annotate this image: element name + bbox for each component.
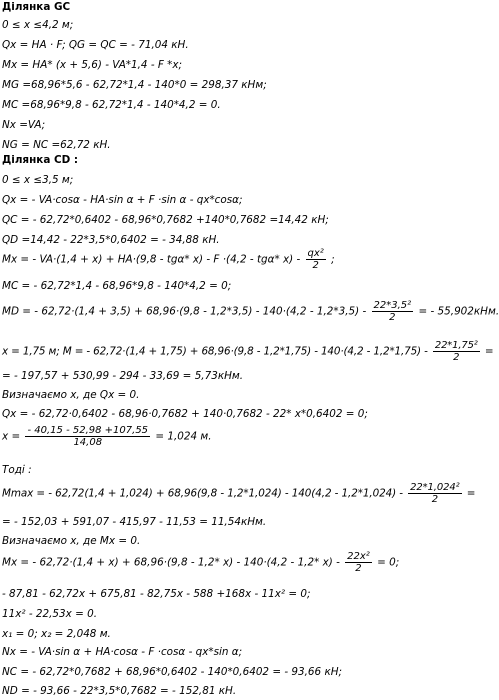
cd-todi: Тоді : [2, 464, 32, 476]
gc-mg: MG =68,96*5,6 - 62,72*1,4 - 140*0 = 298,37 кНм; [2, 79, 267, 91]
gc-ng: NG = NC =62,72 кН. [2, 139, 111, 151]
fraction-numerator: - 40,15 - 52,98 +107,55 [27, 425, 149, 436]
fraction-denominator: 2 [312, 260, 319, 271]
cd-mmax-equation [2, 482, 475, 505]
cd-x175-result: = - 197,57 + 530,99 - 294 - 33,69 = 5,73кНм. [2, 370, 244, 382]
cd-qd: QD =14,42 - 22*3,5*0,6402 = - 34,88 кН. [2, 234, 220, 246]
cd-x-equation [2, 425, 212, 448]
section-gc-heading: Ділянка GC [2, 1, 71, 13]
fraction-denominator: 2 [453, 352, 460, 363]
cd-mc: MC = - 62,72*1,4 - 68,96*9,8 - 140*4,2 = 0; [2, 280, 232, 292]
cd-mx-equation [2, 248, 335, 271]
section-cd-heading: Ділянка CD : [2, 154, 78, 166]
cd-x175-fraction [433, 340, 480, 363]
cd-mx0-right: = 0; [377, 556, 400, 569]
cd-qc: QC = - 62,72*0,6402 - 68,96*0,7682 +140*0,7682 =14,42 кН; [2, 214, 329, 226]
cd-mmax-left: Mmax = - 62,72(1,4 + 1,024) + 68,96(9,8 - 1,2*1,024) - 140(4,2 - 1,2*1,024) - [2, 487, 403, 500]
fraction-denominator: 2 [355, 563, 362, 574]
cd-quadratic: 11x² - 22,53x = 0. [2, 608, 98, 620]
cd-md-equation [2, 300, 499, 323]
cd-determine-q: Визначаємо x, де Qx = 0. [2, 389, 140, 401]
fraction-numerator: 22x² [347, 551, 370, 562]
cd-mx0-left: Mx = - 62,72·(1,4 + x) + 68,96·(9,8 - 1,2* x) - 140·(4,2 - 1,2* x) - [2, 556, 340, 569]
cd-md-fraction [372, 300, 414, 323]
gc-nx: Nx =VA; [2, 119, 46, 131]
cd-mx-zero-equation [2, 551, 399, 574]
cd-x-fraction [25, 425, 150, 448]
cd-x-left: x = [2, 430, 21, 443]
cd-md-right: = - 55,902кНм. [418, 305, 499, 318]
cd-x175-equation [2, 340, 493, 363]
fraction-denominator: 14,08 [73, 437, 103, 448]
cd-nx: Nx = - VA·sin α + HA·cosα - F ·cosα - qx*sin α; [2, 646, 243, 658]
gc-qx: Qx = HA · F; QG = QC = - 71,04 кН. [2, 39, 189, 51]
cd-md-left: MD = - 62,72·(1,4 + 3,5) + 68,96·(9,8 - 1,2*3,5) - 140·(4,2 - 1,2*3,5) - [2, 305, 367, 318]
gc-range: 0 ≤ x ≤4,2 м; [2, 19, 74, 31]
cd-mx-left: Mx = - VA·(1,4 + x) + HA·(9,8 - tgα* x) - F ·(4,2 - tgα* x) - [2, 253, 301, 266]
cd-determine-m: Визначаємо x, де Mx = 0. [2, 535, 141, 547]
fraction-denominator: 2 [389, 312, 396, 323]
cd-mx-fraction [306, 248, 326, 271]
cd-x175-right: = [484, 345, 494, 358]
fraction-numerator: 22*1,024² [410, 482, 460, 493]
cd-nc: NC = - 62,72*0,7682 + 68,96*0,6402 - 140*0,6402 = - 93,66 кН; [2, 666, 343, 678]
cd-mmax-right: = [466, 487, 476, 500]
cd-nd: ND = - 93,66 - 22*3,5*0,7682 = - 152,81 кН. [2, 685, 237, 697]
cd-x175-left: x = 1,75 м; M = - 62,72·(1,4 + 1,75) + 68,96·(9,8 - 1,2*1,75) - 140·(4,2 - 1,2*1,75) - [2, 345, 428, 358]
cd-mx-right: ; [331, 253, 335, 266]
cd-mx0-fraction [345, 551, 372, 574]
cd-qx-zero: Qx = - 62,72·0,6402 - 68,96·0,7682 + 140·0,7682 - 22* x*0,6402 = 0; [2, 408, 368, 420]
fraction-numerator: 22*3,5² [373, 300, 412, 311]
fraction-numerator: 22*1,75² [434, 340, 478, 351]
gc-mx: Mx = HA* (x + 5,6) - VA*1,4 - F *x; [2, 59, 183, 71]
cd-mmax-result: = - 152,03 + 591,07 - 415,97 - 11,53 = 11,54кНм. [2, 516, 267, 528]
fraction-denominator: 2 [431, 494, 438, 505]
cd-qx: Qx = - VA·cosα - HA·sin α + F ·sin α - qx*cosα; [2, 194, 243, 206]
gc-mc: MC =68,96*9,8 - 62,72*1,4 - 140*4,2 = 0. [2, 99, 221, 111]
cd-expand: - 87,81 - 62,72x + 675,81 - 82,75x - 588 +168x - 11x² = 0; [2, 588, 311, 600]
fraction-numerator: qx² [307, 248, 324, 259]
cd-mmax-fraction [408, 482, 461, 505]
cd-roots: x₁ = 0; x₂ = 2,048 м. [2, 628, 111, 640]
cd-x-right: = 1,024 м. [155, 430, 212, 443]
cd-range: 0 ≤ x ≤3,5 м; [2, 174, 74, 186]
